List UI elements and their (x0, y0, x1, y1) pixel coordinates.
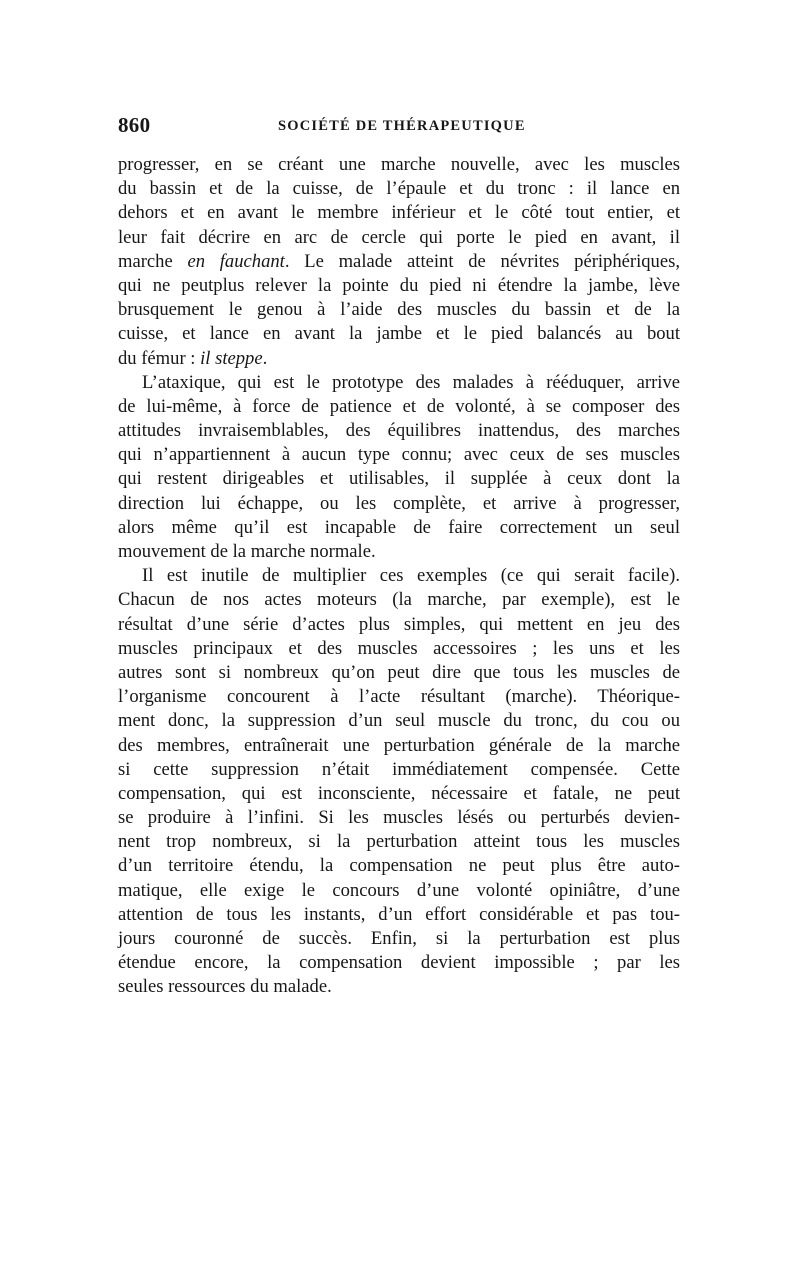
text-line: alors même qu’il est incapable de faire correctement un seul (118, 516, 680, 538)
running-head (118, 113, 680, 147)
italic-term: en fauchant (187, 250, 285, 272)
text-line: se produire à l’infini. Si les muscles lésés ou perturbés devien- (118, 807, 680, 829)
text-line: de lui-même, à force de patience et de volonté, à se composer des (118, 395, 680, 417)
text-line: marche en fauchant. Le malade atteint de névrites périphériques, (118, 250, 680, 272)
text-line: Chacun de nos actes moteurs (la marche, par exemple), est le (118, 589, 680, 611)
text-line: l’organisme concourent à l’acte résultant (marche). Théorique- (118, 686, 680, 708)
paragraph-1 (118, 153, 680, 371)
text-line: compensation, qui est inconsciente, nécessaire et fatale, ne peut (118, 782, 680, 804)
text-line: seules ressources du malade. (118, 976, 332, 998)
text-line: attention de tous les instants, d’un effort considérable et pas tou- (118, 903, 680, 925)
text-line: matique, elle exige le concours d’une volonté opiniâtre, d’une (118, 879, 680, 901)
text-line: leur fait décrire en arc de cercle qui porte le pied en avant, il (118, 226, 680, 248)
text-line: dehors et en avant le membre inférieur et le côté tout entier, et (118, 202, 680, 224)
text-line: du bassin et de la cuisse, de l’épaule et du tronc : il lance en (118, 178, 680, 200)
text-line: d’un territoire étendu, la compensation ne peut plus être auto- (118, 855, 680, 877)
text-line: du fémur : il steppe. (118, 347, 268, 369)
text-line: brusquement le genou à l’aide des muscles du bassin et de la (118, 299, 680, 321)
running-title: SOCIÉTÉ DE THÉRAPEUTIQUE (278, 118, 526, 134)
text-line: mouvement de la marche normale. (118, 541, 376, 562)
text-line: nent trop nombreux, si la perturbation atteint tous les muscles (118, 831, 680, 853)
text-line: progresser, en se créant une marche nouvelle, avec les muscles (118, 154, 680, 175)
text-line: attitudes invraisemblables, des équilibres inattendus, des marches (118, 420, 680, 442)
text-line: si cette suppression n’était immédiatement compensée. Cette (118, 758, 680, 780)
text-line: muscles principaux et des muscles accessoires ; les uns et les (118, 637, 680, 659)
text-line: ment donc, la suppression d’un seul muscle du tronc, du cou ou (118, 710, 680, 732)
text-line: jours couronné de succès. Enfin, si la perturbation est plus (118, 928, 680, 949)
text-line: étendue encore, la compensation devient impossible ; par les (118, 952, 680, 974)
page-number: 860 (118, 113, 151, 137)
text-line: autres sont si nombreux qu’on peut dire que tous les muscles de (118, 661, 680, 683)
text-line: résultat d’une série d’actes plus simples, qui mettent en jeu des (118, 613, 680, 635)
text-line: L’ataxique, qui est le prototype des malades à rééduquer, arrive (142, 371, 680, 393)
text-line: qui restent dirigeables et utilisables, il supplée à ceux dont la (118, 468, 680, 490)
italic-term: il steppe (200, 347, 263, 369)
text-line: cuisse, et lance en avant la jambe et le pied balancés au bout (118, 323, 680, 345)
body-text (118, 153, 680, 1000)
text-line: qui ne peutplus relever la pointe du pied ni étendre la jambe, lève (118, 274, 680, 296)
text-line: qui n’appartiennent à aucun type connu; avec ceux de ses muscles (118, 444, 680, 466)
paragraph-2 (118, 371, 680, 565)
text-line: direction lui échappe, ou les complète, et arrive à progresser, (118, 492, 680, 514)
text-line: Il est inutile de multiplier ces exemples (ce qui serait facile). (142, 565, 680, 587)
text-line: des membres, entraînerait une perturbation générale de la marche (118, 734, 680, 756)
paragraph-3 (118, 564, 680, 999)
